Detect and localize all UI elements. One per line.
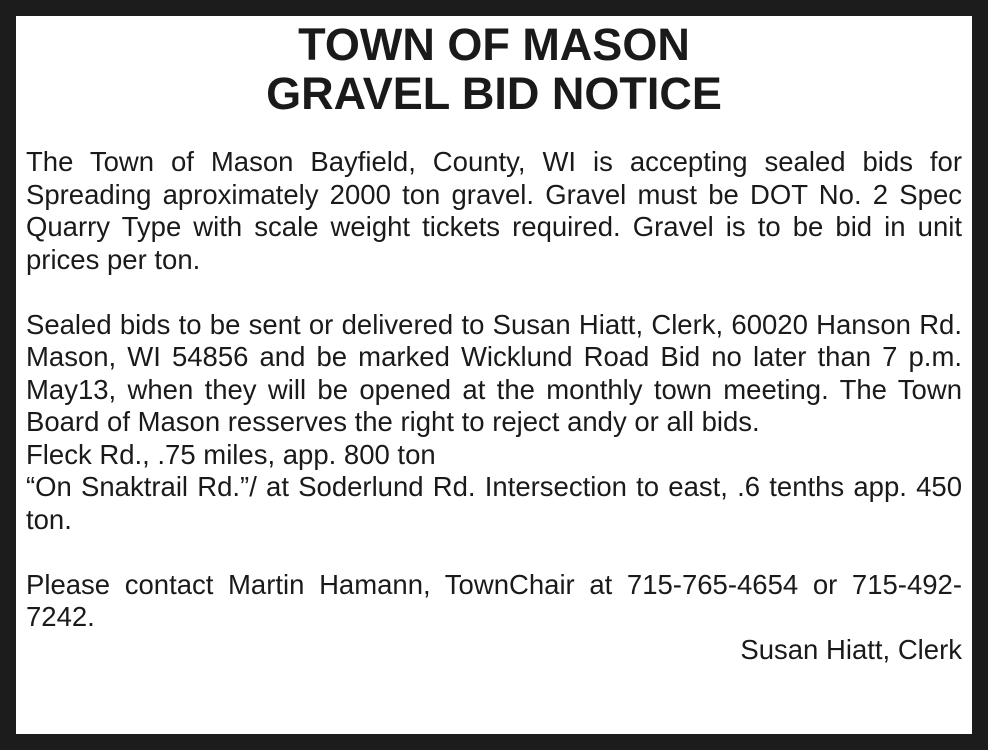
clerk-signature: Susan Hiatt, Clerk (740, 633, 962, 665)
road-item-snaktrail: “On Snaktrail Rd.”/ at Soderlund Rd. Intersection to east, .6 tenths app. 450 ton. (26, 471, 962, 535)
title-line-2: GRAVEL BID NOTICE (266, 68, 722, 119)
notice-body (26, 146, 962, 666)
road-item-fleck: Fleck Rd., .75 miles, app. 800 ton (26, 438, 436, 470)
notice-title (26, 20, 962, 118)
paragraph-submission: Sealed bids to be sent or delivered to Susan Hiatt, Clerk, 60020 Hanson Rd. Mason, WI 54856 and be marked Wicklund Road Bid no later than 7 p.m. May13, when they will be opened at the monthly town meeting. The Town Board of Mason resserves the right to reject andy or all bids. (26, 308, 962, 437)
paragraph-spacer (26, 536, 962, 569)
paragraph-bid-details: The Town of Mason Bayfield, County, WI is accepting sealed bids for Spreading aproximately 2000 ton gravel. Gravel must be DOT No. 2 Spec Quarry Type with scale weight tickets required. Gravel is to be bid in unit prices per ton. (26, 146, 962, 275)
title-line-1: TOWN OF MASON (298, 19, 690, 70)
paragraph-contact: Please contact Martin Hamann, TownChair at 715-765-4654 or 715-492-7242. (26, 568, 962, 632)
bid-notice (16, 16, 972, 734)
paragraph-spacer (26, 276, 962, 309)
